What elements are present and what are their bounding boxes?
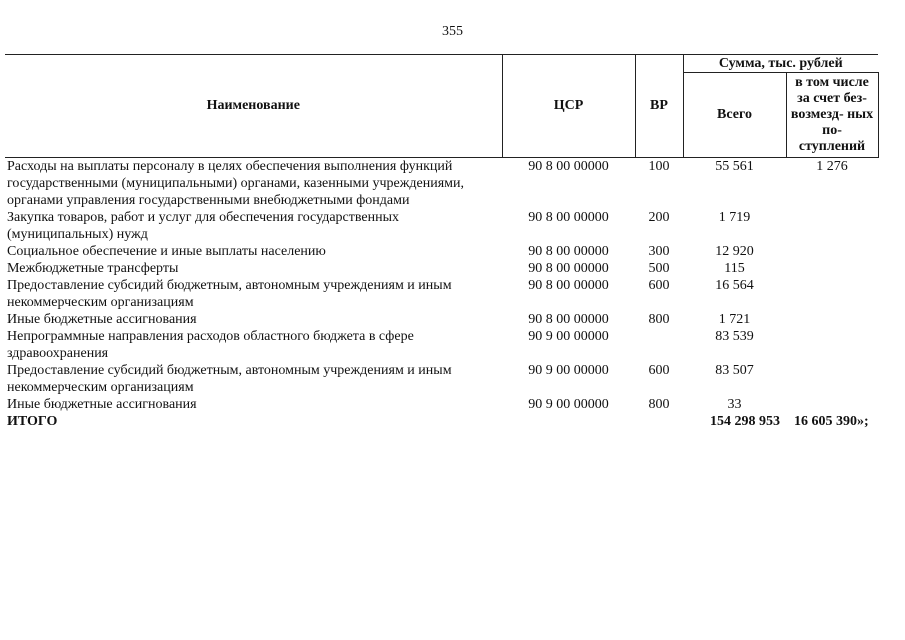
row-csr: 90 8 00 00000 [528, 159, 609, 174]
row-vr: 200 [648, 210, 670, 225]
total-vr-empty [635, 413, 683, 430]
table-row [5, 209, 878, 243]
row-free [786, 243, 878, 260]
row-name: Иные бюджетные ассигнования [7, 312, 197, 327]
row-vr: 600 [648, 363, 670, 378]
row-name: Непрограммные направления расходов областного бюджета в сфере здравоохранения [7, 329, 414, 361]
total-row [5, 413, 878, 430]
row-name: Социальное обеспечение и иные выплаты населению [7, 244, 326, 259]
row-total: 83 539 [715, 329, 754, 344]
row-free [786, 396, 878, 413]
row-free [786, 311, 878, 328]
table-row [5, 277, 878, 311]
table-body [5, 158, 878, 431]
table-row [5, 243, 878, 260]
row-free [786, 277, 878, 311]
table-row [5, 396, 878, 413]
row-free [786, 260, 878, 277]
header-vr: ВР [635, 55, 683, 158]
total-free: 16 605 390»; [794, 414, 869, 429]
row-total: 55 561 [715, 159, 754, 174]
row-total: 1 719 [718, 210, 751, 225]
header-csr: ЦСР [502, 55, 635, 158]
row-total: 16 564 [715, 278, 754, 293]
budget-table [5, 54, 879, 430]
row-total: 83 507 [715, 363, 754, 378]
header-name: Наименование [5, 55, 502, 158]
row-vr: 800 [648, 312, 670, 327]
row-csr: 90 8 00 00000 [528, 244, 609, 259]
row-csr: 90 8 00 00000 [528, 312, 609, 327]
row-total: 1 721 [718, 312, 751, 327]
row-csr: 90 8 00 00000 [528, 278, 609, 293]
row-vr: 100 [648, 159, 670, 174]
row-free [786, 362, 878, 396]
header-sum: Сумма, тыс. рублей [683, 55, 878, 73]
row-vr [635, 328, 683, 362]
row-name: Межбюджетные трансферты [7, 261, 179, 276]
row-csr: 90 9 00 00000 [528, 397, 609, 412]
row-csr: 90 8 00 00000 [528, 210, 609, 225]
row-vr: 300 [648, 244, 670, 259]
table-row [5, 328, 878, 362]
row-total: 33 [727, 397, 742, 412]
table-row [5, 362, 878, 396]
header-total: Всего [683, 73, 786, 158]
row-total: 115 [724, 261, 745, 276]
row-name: Расходы на выплаты персоналу в целях обеспечения выполнения функций государственными (муниципальными) органами, казенными учреждениями, органами управления государственными внебюджетными фондами [7, 159, 464, 208]
row-csr: 90 9 00 00000 [528, 363, 609, 378]
table-row [5, 311, 878, 328]
total-label: ИТОГО [7, 414, 58, 429]
total-sum: 154 298 953 [710, 414, 780, 429]
row-vr: 800 [648, 397, 670, 412]
row-name: Закупка товаров, работ и услуг для обеспечения государственных (муниципальных) нужд [7, 210, 400, 242]
row-vr: 600 [648, 278, 670, 293]
row-total: 12 920 [715, 244, 754, 259]
row-name: Предоставление субсидий бюджетным, автономным учреждениям и иным некоммерческим организациям [7, 363, 452, 395]
row-free [786, 328, 878, 362]
row-name: Предоставление субсидий бюджетным, автономным учреждениям и иным некоммерческим организациям [7, 278, 452, 310]
page-number: 355 [442, 24, 463, 39]
total-csr-empty [502, 413, 635, 430]
table-row [5, 158, 878, 210]
row-free: 1 276 [816, 159, 848, 174]
header-free: в том числе за счет без- возмезд- ных по- ступлений [786, 73, 878, 158]
table-row [5, 260, 878, 277]
row-free [786, 209, 878, 243]
row-csr: 90 9 00 00000 [528, 329, 609, 344]
row-csr: 90 8 00 00000 [528, 261, 609, 276]
row-name: Иные бюджетные ассигнования [7, 397, 197, 412]
table-header [5, 55, 878, 158]
row-vr: 500 [648, 261, 670, 276]
